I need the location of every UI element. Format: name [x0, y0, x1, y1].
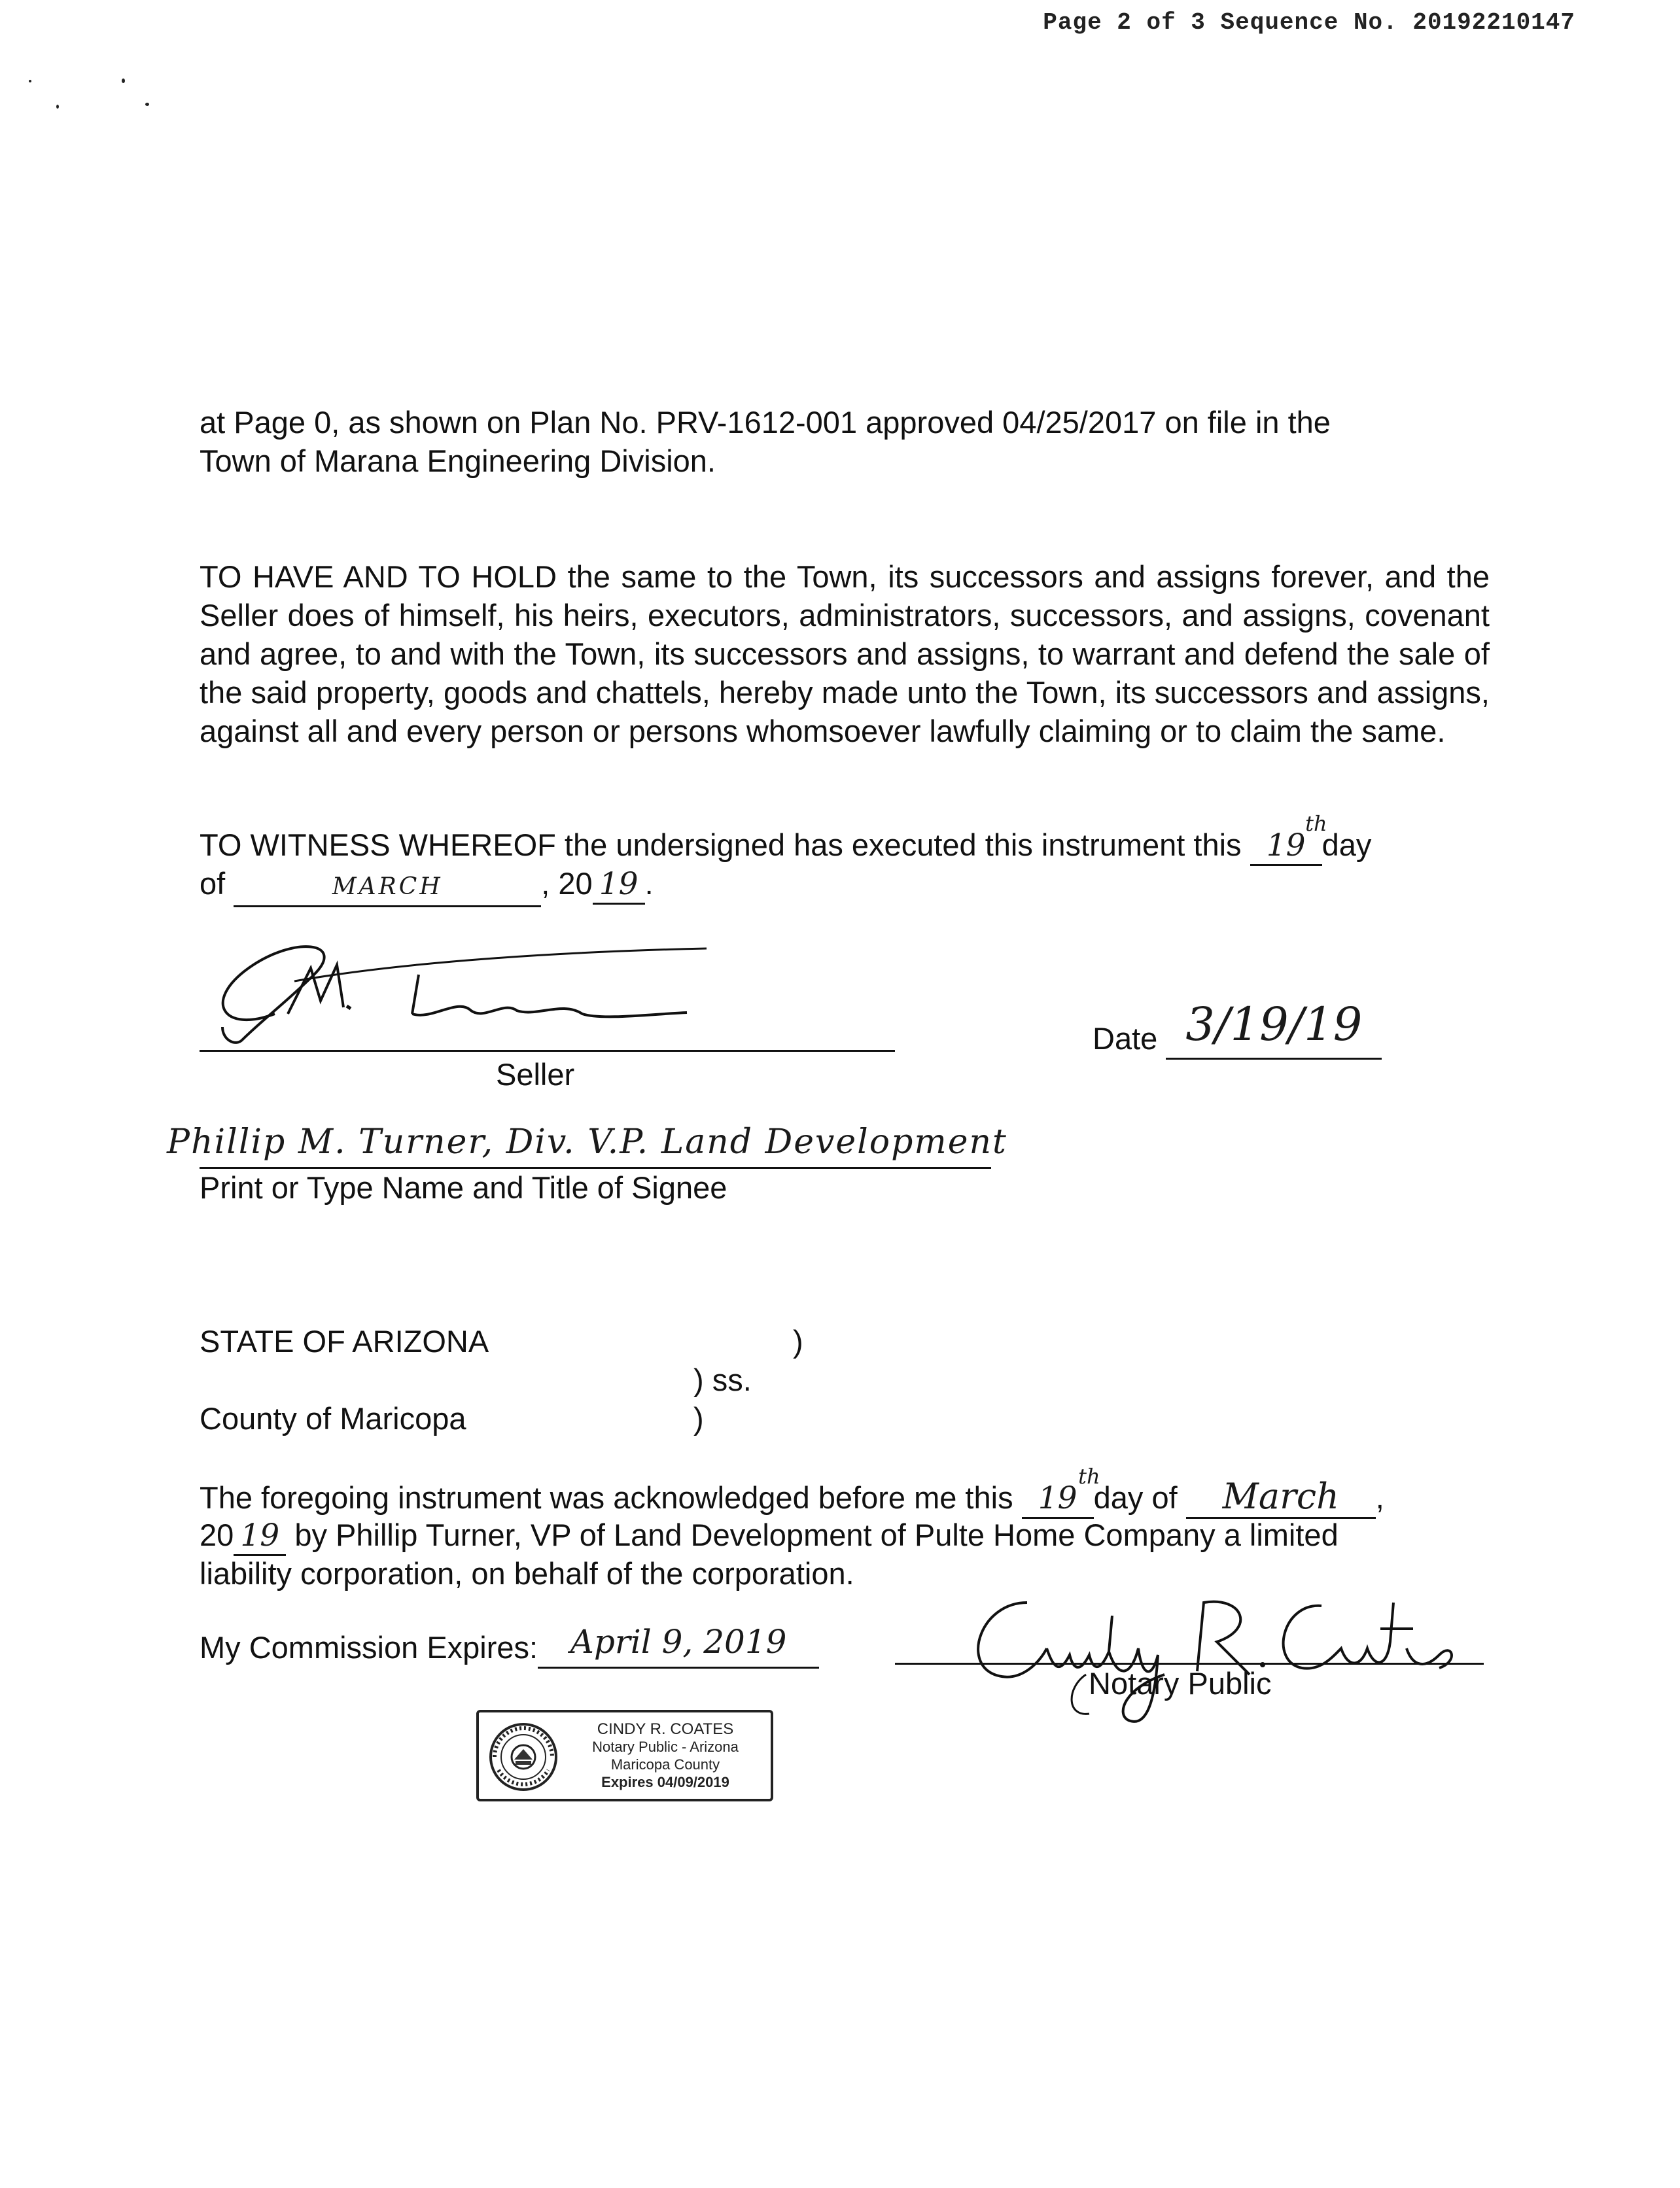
venue-paren-2: )	[693, 1401, 704, 1436]
habendum-paragraph: TO HAVE AND TO HOLD the same to the Town, its successors and assigns forever, and the Seller does of himself, his heirs, executors, administrators, successors, and assigns, covenant and agree, to and with the Town, its successors and assigns, to warrant and defend the sale of the said property, goods and chattels, hereby made unto the Town, its successors and assigns, against all and every person or persons whomsoever lawfully claiming or to claim the same.	[200, 559, 1490, 748]
scan-speck	[122, 78, 125, 83]
ack-day-of: day of	[1093, 1480, 1178, 1515]
ack-comma: ,	[1375, 1480, 1384, 1515]
acknowledgment-line-1	[200, 1464, 1384, 1519]
arizona-seal-icon	[488, 1722, 559, 1792]
seller-date-field	[1166, 998, 1382, 1060]
scan-speck	[145, 103, 149, 106]
ack-month-field	[1186, 1478, 1376, 1519]
ack-day-field	[1022, 1464, 1100, 1519]
commission-row	[200, 1623, 819, 1669]
witness-day-field	[1250, 811, 1327, 866]
witness-year-prefix: , 20	[541, 866, 593, 901]
witness-year-suffix: .	[644, 866, 654, 901]
witness-year-field	[593, 866, 645, 905]
stamp-expires: Expires 04/09/2019	[601, 1774, 729, 1790]
notary-signature-line	[895, 1663, 1484, 1665]
seller-signature	[196, 929, 733, 1060]
signee-caption: Print or Type Name and Title of Signee	[200, 1170, 727, 1205]
witness-day-value: 19	[1266, 827, 1306, 863]
seller-signature-line	[200, 1050, 895, 1052]
intro-line-1: at Page 0, as shown on Plan No. PRV-1612-001 approved 04/25/2017 on file in the	[200, 405, 1331, 440]
venue-ss: ) ss.	[693, 1363, 752, 1397]
witness-month-value: MARCH	[332, 873, 443, 900]
venue-paren-1: )	[793, 1324, 803, 1359]
scan-speck	[56, 105, 59, 109]
notary-signature	[955, 1576, 1465, 1733]
acknowledgment-line-3: liability corporation, on behalf of the corporation.	[200, 1556, 854, 1591]
signee-name-handwritten: Phillip M. Turner, Div. V.P. Land Development	[167, 1122, 1007, 1162]
witness-year-value: 19	[599, 866, 639, 902]
witness-prefix: TO WITNESS WHEREOF the undersigned has executed this instrument this	[200, 827, 1242, 862]
notary-stamp	[476, 1710, 773, 1801]
venue-county: County of Maricopa	[200, 1401, 466, 1436]
witness-line-1	[200, 811, 1490, 866]
witness-line-2	[200, 865, 654, 907]
seller-label: Seller	[496, 1057, 575, 1092]
seller-date-value: 3/19/19	[1185, 998, 1363, 1051]
scan-speck	[29, 80, 31, 82]
ack-month-value: March	[1222, 1476, 1339, 1517]
ack-prefix: The foregoing instrument was acknowledged before me this	[200, 1480, 1013, 1515]
stamp-title: Notary Public - Arizona	[592, 1739, 739, 1755]
witness-day-word: day	[1321, 827, 1372, 862]
commission-expires-value: April 9, 2019	[570, 1623, 787, 1661]
stamp-name: CINDY R. COATES	[597, 1720, 734, 1738]
page-sequence-header: Page 2 of 3 Sequence No. 20192210147	[1043, 9, 1575, 36]
seller-date-label: Date	[1093, 1021, 1158, 1056]
commission-label: My Commission Expires:	[200, 1630, 538, 1665]
witness-month-field	[234, 866, 541, 907]
venue-state: STATE OF ARIZONA	[200, 1324, 489, 1359]
ack-year-value: 19	[240, 1518, 280, 1554]
stamp-county: Maricopa County	[610, 1756, 720, 1773]
intro-line-2: Town of Marana Engineering Division.	[200, 443, 716, 478]
notary-public-label: Notary Public	[1089, 1666, 1272, 1701]
witness-day-suffix: th	[1305, 811, 1327, 836]
ack-day-suffix: th	[1078, 1464, 1100, 1489]
ack-line2-rest: by Phillip Turner, VP of Land Development of Pulte Home Company a limited	[294, 1518, 1339, 1552]
notary-stamp-text	[564, 1720, 767, 1791]
acknowledgment-line-2	[200, 1517, 1339, 1556]
commission-expires-field	[538, 1623, 819, 1669]
ack-year-field	[234, 1518, 286, 1556]
signee-name-line	[200, 1167, 991, 1169]
ack-day-value: 19	[1038, 1480, 1077, 1516]
witness-of-label: of	[200, 866, 226, 901]
seller-date-row	[1093, 998, 1382, 1060]
ack-year-prefix: 20	[200, 1518, 234, 1552]
